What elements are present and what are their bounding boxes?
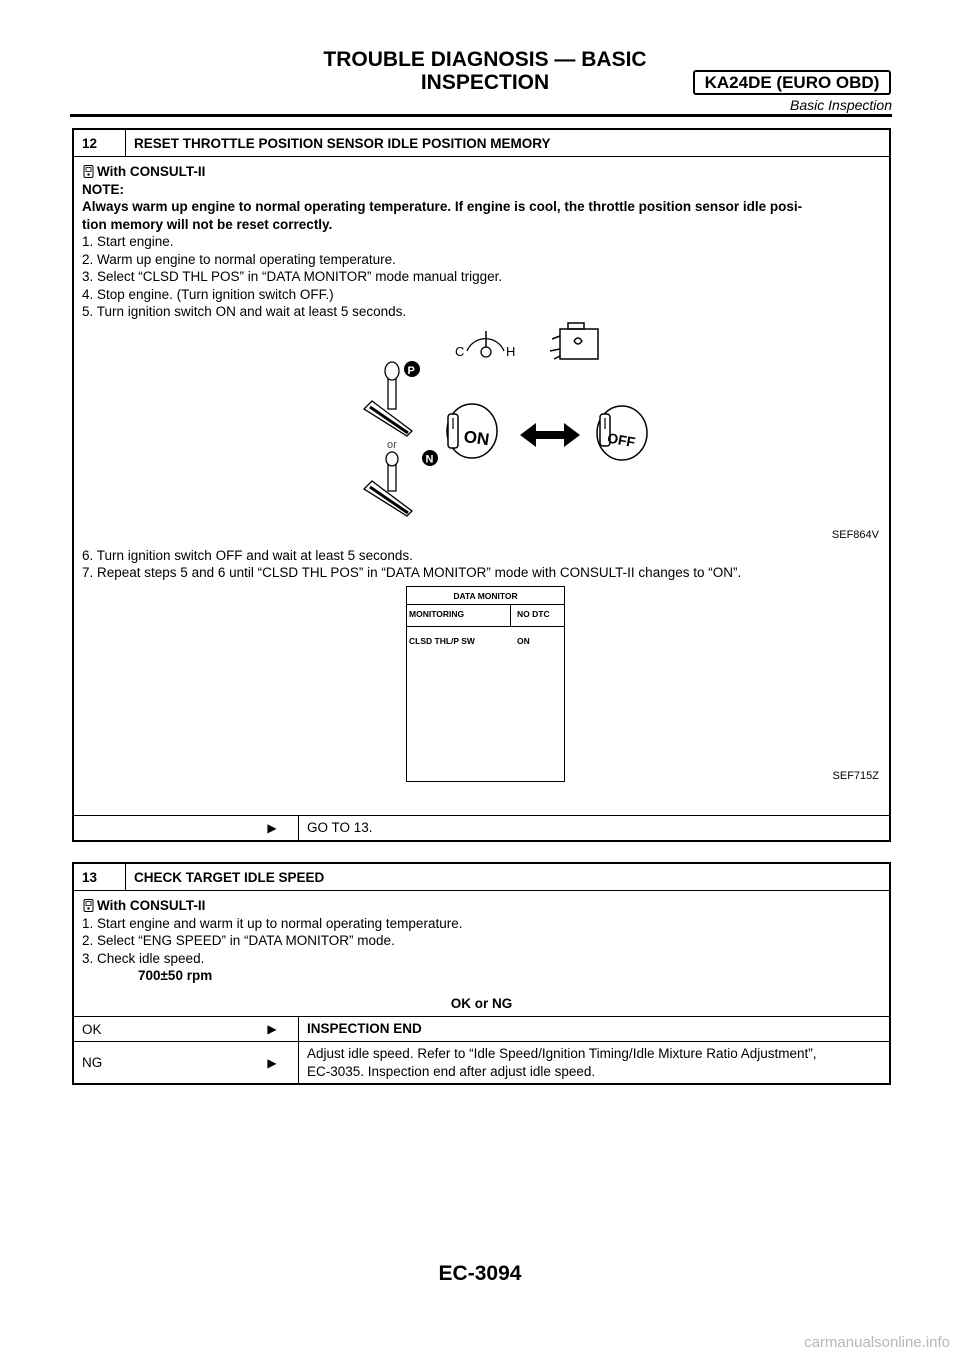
monitor-dtc: NO DTC bbox=[517, 609, 550, 620]
gauge-icon bbox=[481, 347, 491, 357]
result-label bbox=[74, 816, 246, 840]
n-label: N bbox=[425, 453, 434, 465]
step-12-title: RESET THROTTLE POSITION SENSOR IDLE POSITION MEMORY bbox=[134, 135, 551, 151]
figure-caption-sef715z: SEF715Z bbox=[832, 770, 879, 782]
monitor-status: MONITORING bbox=[407, 605, 511, 626]
on-label: ON bbox=[462, 426, 491, 449]
page-number: EC-3094 bbox=[438, 1262, 522, 1285]
engine-badge: KA24DE (EURO OBD) bbox=[693, 70, 891, 95]
step-13-box bbox=[72, 862, 891, 1085]
step-line: 5. Turn ignition switch ON and wait at least 5 seconds. bbox=[82, 304, 407, 319]
gauge-h-label: H bbox=[506, 343, 516, 359]
monitor-value: ON bbox=[517, 635, 530, 646]
ok-result-row bbox=[74, 1016, 889, 1041]
double-arrow-icon bbox=[520, 423, 580, 447]
step-13-header bbox=[74, 864, 889, 891]
step-line: 6. Turn ignition switch OFF and wait at least 5 seconds. bbox=[82, 547, 413, 563]
ignition-illustration bbox=[352, 321, 692, 543]
step-line: 1. Start engine. bbox=[82, 234, 174, 249]
monitor-title: DATA MONITOR bbox=[407, 587, 564, 605]
step-12-number: 12 bbox=[74, 130, 126, 156]
result-arrow-icon: ▶ bbox=[267, 821, 277, 835]
p-label: P bbox=[407, 364, 415, 377]
monitor-item: CLSD THL/P SW bbox=[409, 635, 475, 646]
step-line: 2. Select “ENG SPEED” in “DATA MONITOR” mode. bbox=[82, 933, 395, 948]
ng-result-line2: EC-3035. Inspection end after adjust idle speed. bbox=[307, 1063, 596, 1079]
step-12-body bbox=[74, 157, 889, 814]
gauge-c-label: C bbox=[455, 343, 465, 359]
page-title-line2: INSPECTION bbox=[420, 71, 550, 94]
note-text-1: Always warm up engine to normal operating temperature. If engine is cool, the throttle position sensor idle posi- bbox=[82, 199, 803, 214]
step-13-body bbox=[74, 891, 889, 1016]
consult-line bbox=[82, 897, 881, 915]
data-monitor-figure bbox=[82, 586, 881, 810]
figure-caption-sef864v: SEF864V bbox=[831, 529, 879, 541]
ok-label: OK bbox=[82, 1021, 102, 1037]
consult-line bbox=[82, 163, 881, 181]
ignition-figure bbox=[82, 321, 881, 547]
step-13-number: 13 bbox=[74, 864, 126, 890]
step-line: 3. Check idle speed. bbox=[82, 950, 205, 966]
monitor-data-row bbox=[407, 627, 564, 651]
consult-label: With CONSULT-II bbox=[97, 164, 206, 179]
page-title-line1: TROUBLE DIAGNOSIS — BASIC bbox=[323, 48, 647, 71]
page-title bbox=[295, 48, 675, 94]
or-label: or bbox=[387, 438, 397, 451]
step-12-result-row bbox=[74, 815, 889, 840]
ng-label: NG bbox=[82, 1055, 103, 1070]
step-line: 7. Repeat steps 5 and 6 until “CLSD THL POS” in “DATA MONITOR” mode with CONSULT-II changes to “ON”. bbox=[82, 565, 742, 580]
step-13-title: CHECK TARGET IDLE SPEED bbox=[134, 869, 325, 885]
consult-icon bbox=[82, 165, 95, 178]
header-rule bbox=[70, 114, 892, 117]
note-text-2: tion memory will not be reset correctly. bbox=[82, 216, 333, 232]
step-line: 3. Select “CLSD THL POS” in “DATA MONITOR” mode manual trigger. bbox=[82, 269, 503, 284]
ng-arrow-icon: ▶ bbox=[267, 1055, 277, 1070]
ng-result bbox=[298, 1042, 889, 1083]
step-12-header bbox=[74, 130, 889, 157]
shift-lever-icon bbox=[364, 452, 412, 516]
ok-arrow-icon: ▶ bbox=[267, 1022, 277, 1036]
section-subtitle: Basic Inspection bbox=[790, 97, 892, 113]
step-line: 1. Start engine and warm it up to normal operating temperature. bbox=[82, 915, 463, 931]
idle-speed-spec: 700±50 rpm bbox=[138, 968, 213, 983]
ok-result: INSPECTION END bbox=[298, 1017, 889, 1041]
engine-icon bbox=[550, 323, 598, 359]
consult-icon bbox=[82, 899, 95, 912]
data-monitor-screen bbox=[406, 586, 565, 782]
step-line: 4. Stop engine. (Turn ignition switch OFF.) bbox=[82, 286, 334, 302]
ok-or-ng-question: OK or NG bbox=[450, 995, 513, 1011]
step-line: 2. Warm up engine to normal operating temperature. bbox=[82, 251, 396, 267]
ng-result-row bbox=[74, 1041, 889, 1083]
footer-watermark: carmanualsonline.info bbox=[804, 1334, 950, 1351]
monitor-status-row bbox=[407, 605, 564, 627]
consult-label: With CONSULT-II bbox=[97, 898, 206, 913]
result-text: GO TO 13. bbox=[298, 816, 889, 840]
shift-lever-icon bbox=[364, 362, 412, 436]
off-label: OFF bbox=[606, 429, 637, 450]
ng-result-line1: Adjust idle speed. Refer to “Idle Speed/Ignition Timing/Idle Mixture Ratio Adjustment”, bbox=[307, 1046, 817, 1061]
step-12-box bbox=[72, 128, 891, 842]
note-label: NOTE: bbox=[82, 181, 124, 197]
